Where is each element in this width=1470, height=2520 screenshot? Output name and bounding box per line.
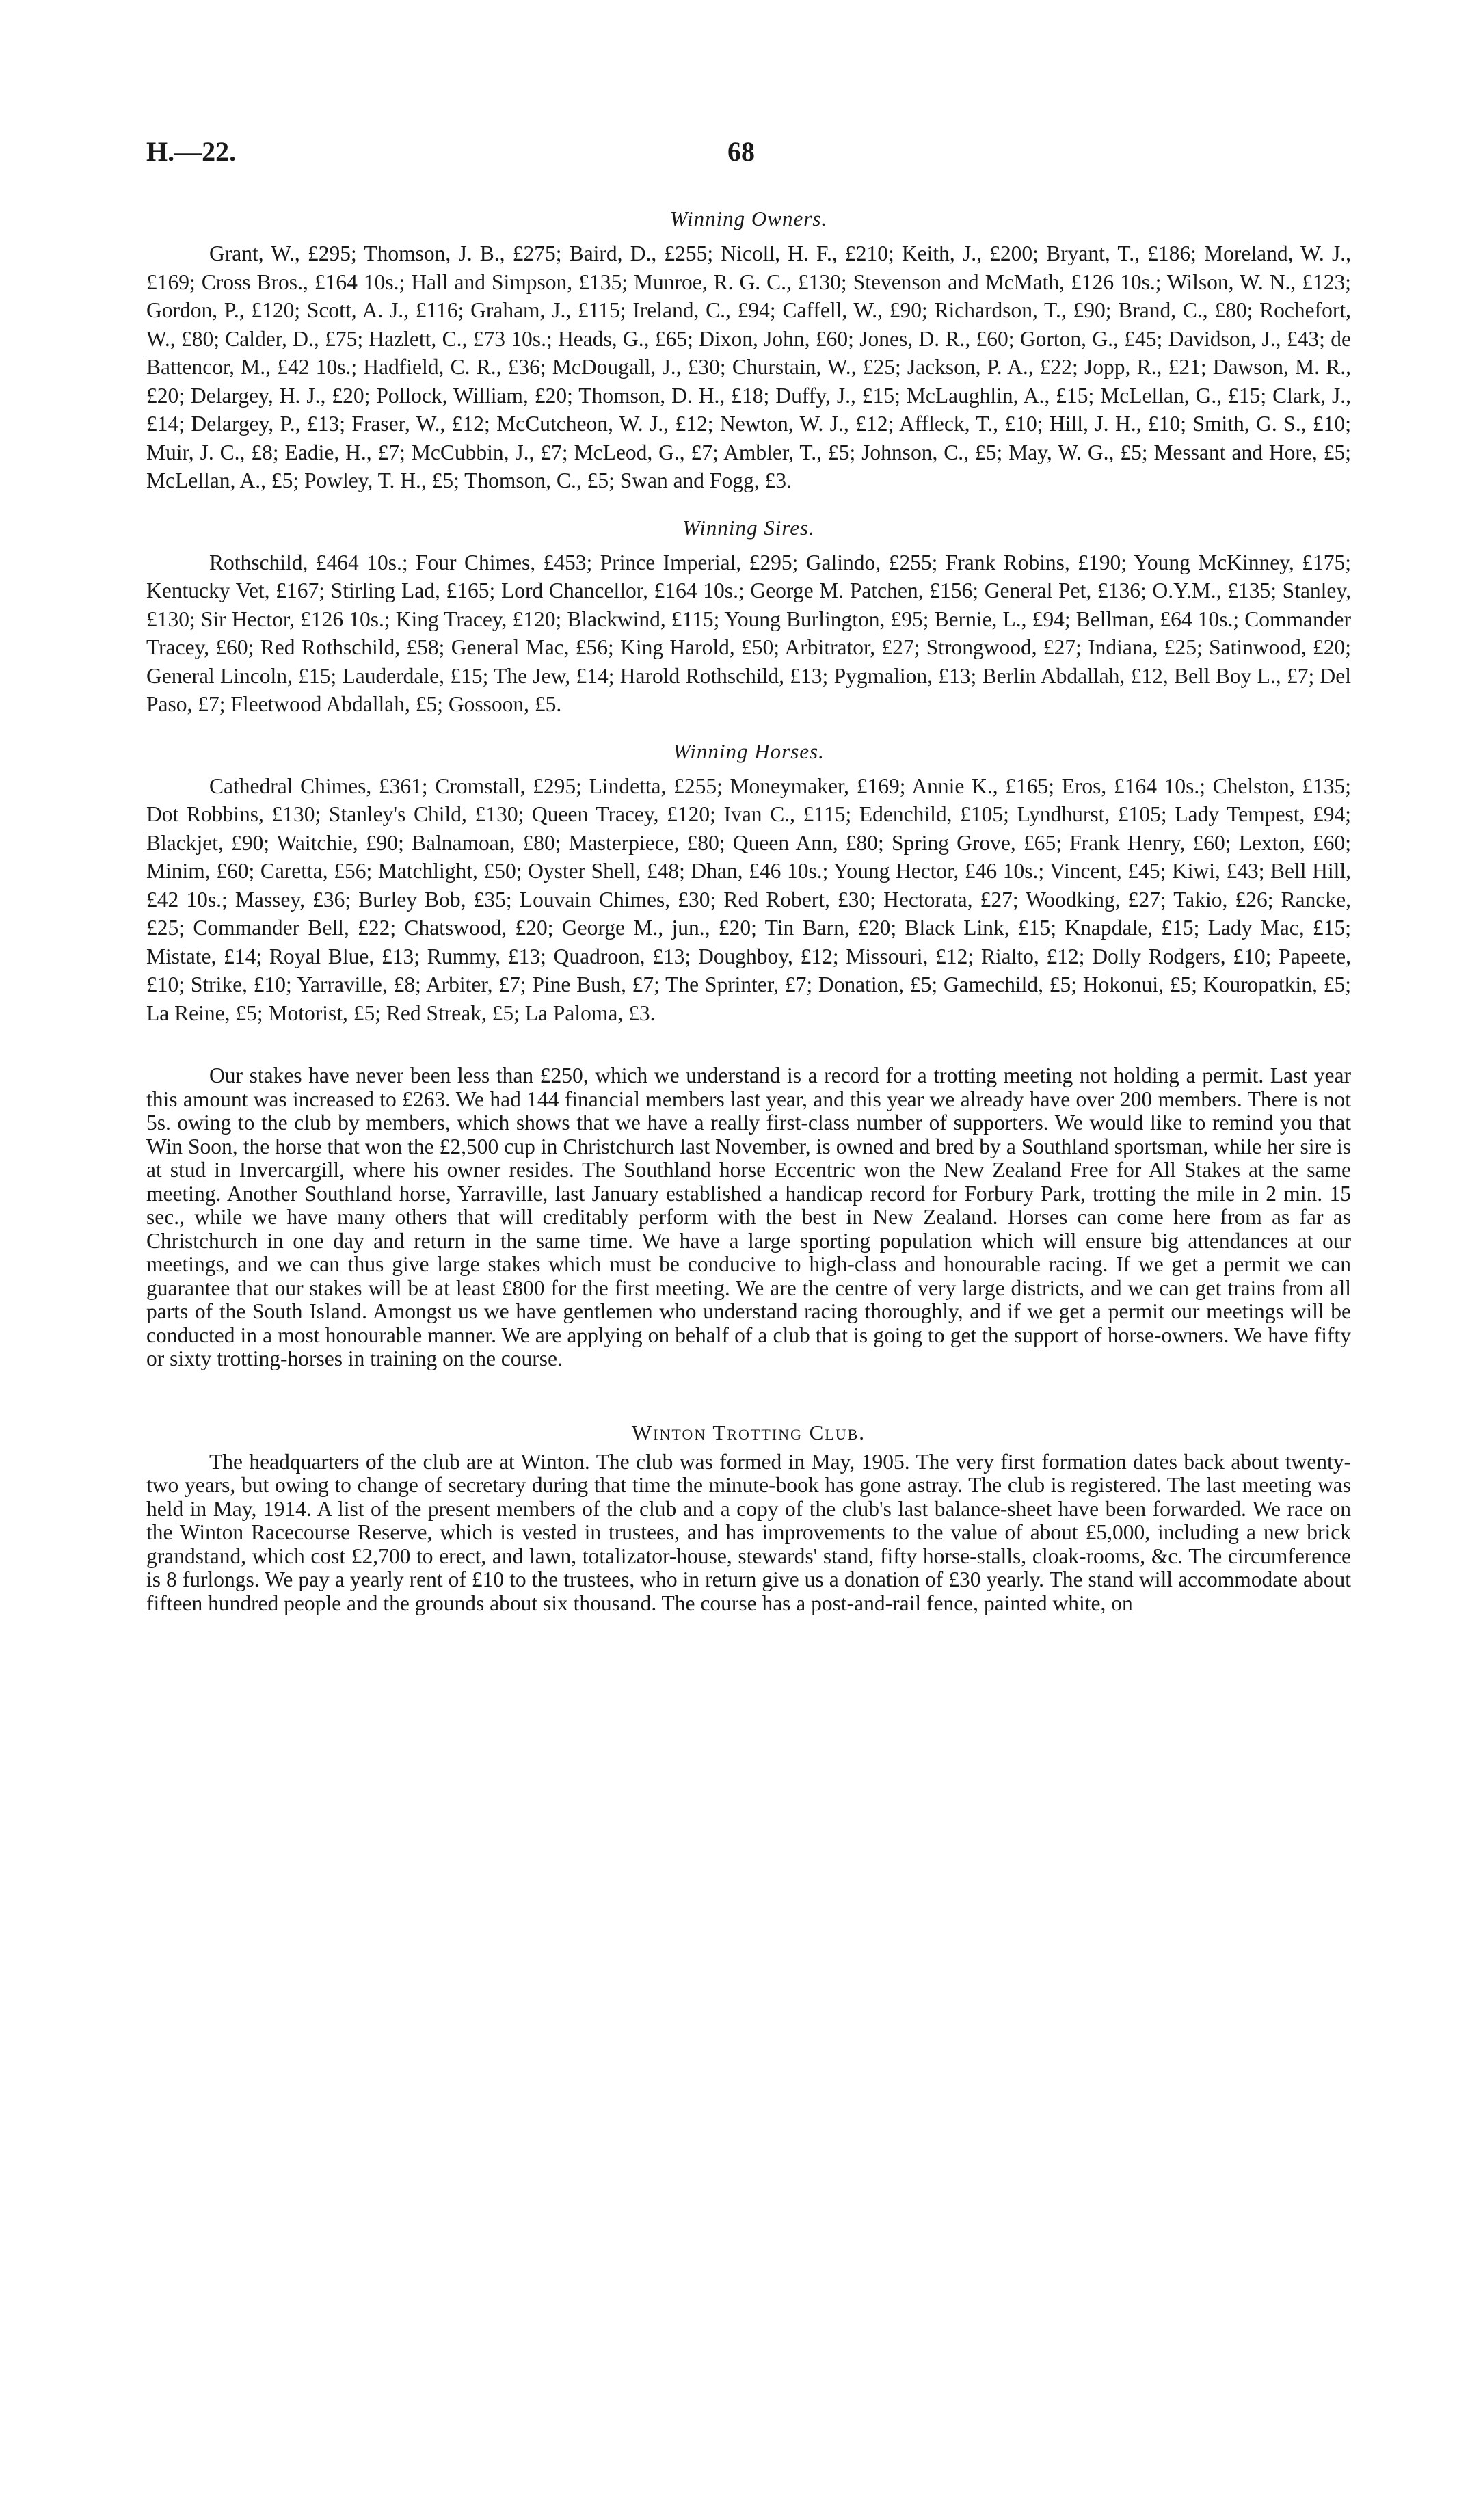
- winning-owners-section: [146, 205, 1351, 495]
- winning-owners-heading: Winning Owners.: [669, 207, 828, 230]
- winning-owners-list: Grant, W., £295; Thomson, J. B., £275; Baird, D., £255; Nicoll, H. F., £210; Keith, J., £200; Bryant, T., £186; Moreland, W. J., £169; Cross Bros., £164 10s.; Hall and Simpson, £135; Munroe, R. G. C., £130; Stevenson and McMath, £126 10s.; Wilson, W. N., £123; Gordon, P., £120; Scott, A. J., £116; Graham, J., £115; Ireland, C., £94; Caffell, W., £90; Richardson, T., £90; Brand, C., £80; Rochefort, W., £80; Calder, D., £75; Hazlett, C., £73 10s.; Heads, G., £65; Dixon, John, £60; Jones, D. R., £60; Gorton, G., £45; Davidson, J., £43; de Battencor, M., £42 10s.; Hadfield, C. R., £36; McDougall, J., £30; Churstain, W., £25; Jackson, P. A., £22; Jopp, R., £21; Dawson, M. R., £20; Delargey, H. J., £20; Pollock, William, £20; Thomson, D. H., £18; Duffy, J., £15; McLaughlin, A., £15; McLellan, G., £15; Clark, J., £14; Delargey, P., £13; Fraser, W., £12; McCutcheon, W. J., £12; Newton, W. J., £12; Affleck, T., £10; Hill, J. H., £10; Smith, G. S., £10; Muir, J. C., £8; Eadie, H., £7; McCubbin, J., £7; McLeod, G., £7; Ambler, T., £5; Johnson, C., £5; May, W. G., £5; Messant and Hore, £5; McLellan, A., £5; Powley, T. H., £5; Thomson, C., £5; Swan and Fogg, £3.: [146, 241, 1351, 492]
- section-spacer: [146, 1046, 1351, 1064]
- winton-club-heading: Winton Trotting Club.: [631, 1420, 866, 1444]
- winton-club-paragraph: The headquarters of the club are at Winton. The club was formed in May, 1905. The very first formation dates back about twenty-two years, but owing to change of secretary during that time the minute-book has gone astray. The club is registered. The last meeting was held in May, 1914. A list of the present members of the club and a copy of the club's last balance-sheet have been forwarded. We race on the Winton Racecourse Reserve, which is vested in trustees, and has improvements to the value of about £5,000, including a new brick grandstand, which cost £2,700 to erect, and lawn, totalizator-house, stewards' stand, fifty horse-stalls, cloak-rooms, &c. The circumference is 8 furlongs. We pay a yearly rent of £10 to the trustees, who in return give us a donation of £30 yearly. The stand will accommodate about fifteen hundred people and the grounds about six thousand. The course has a post-and-rail fence, painted white, on: [146, 1449, 1351, 1615]
- page-number: 68: [727, 136, 755, 167]
- winning-sires-section: [146, 514, 1351, 719]
- report-code: H.—22.: [146, 136, 237, 167]
- winning-horses-section: [146, 738, 1351, 1028]
- page-body: [146, 205, 1351, 1615]
- winning-horses-list: Cathedral Chimes, £361; Cromstall, £295; Lindetta, £255; Moneymaker, £169; Annie K., £165; Eros, £164 10s.; Chelston, £135; Dot Robbins, £130; Stanley's Child, £130; Queen Tracey, £120; Ivan C., £115; Edenchild, £105; Lyndhurst, £105; Lady Tempest, £94; Blackjet, £90; Waitchie, £90; Balnamoan, £80; Masterpiece, £80; Queen Ann, £80; Spring Grove, £65; Frank Henry, £60; Lexton, £60; Minim, £60; Caretta, £56; Matchlight, £50; Oyster Shell, £48; Dhan, £46 10s.; Young Hector, £46 10s.; Vincent, £45; Kiwi, £43; Bell Hill, £42 10s.; Massey, £36; Burley Bob, £35; Louvain Chimes, £30; Red Robert, £30; Hectorata, £27; Woodking, £27; Takio, £26; Rancke, £25; Commander Bell, £22; Chatswood, £20; George M., jun., £20; Tin Barn, £20; Black Link, £15; Knapdale, £15; Lady Mac, £15; Mistate, £14; Royal Blue, £13; Rummy, £13; Quadroon, £13; Doughboy, £12; Missouri, £12; Rialto, £12; Dolly Rodgers, £10; Papeete, £10; Strike, £10; Yarraville, £8; Arbiter, £7; Pine Bush, £7; The Sprinter, £7; Donation, £5; Gamechild, £5; Hokonui, £5; Kouropatkin, £5; La Reine, £5; Motorist, £5; Red Streak, £5; La Paloma, £3.: [146, 773, 1351, 1025]
- stakes-paragraph: Our stakes have never been less than £250, which we understand is a record for a trotting meeting not holding a permit. Last year this amount was increased to £263. We had 144 financial members last year, and this year we already have over 200 members. There is not 5s. owing to the club by members, which shows that we have a really first-class number of supporters. We would like to remind you that Win Soon, the horse that won the £2,500 cup in Christchurch last November, is owned and bred by a Southland sportsman, while her sire is at stud in Invercargill, where his owner resides. The Southland horse Eccentric won the New Zealand Free for All Stakes at the same meeting. Another Southland horse, Yarraville, last January established a handicap record for Forbury Park, trotting the mile in 2 min. 15 sec., while we have many others that will creditably perform with the best in New Zealand. Horses can come here from as far as Christchurch in one day and return in the same time. We have a large sporting population which will ensure big attendances at our meetings, and we can thus give large stakes which must be conducive to high-class and honourable racing. If we get a permit we can guarantee that our stakes will be at least £800 for the first meeting. We are the centre of very large districts, and we can get trains from all parts of the South Island. Amongst us we have gentlemen who understand racing thoroughly, and if we get a permit our meetings will be conducted in a most honourable manner. We are applying on behalf of a club that is going to get the support of horse-owners. We have fifty or sixty trotting-horses in training on the course.: [146, 1063, 1351, 1370]
- winning-sires-heading: Winning Sires.: [682, 515, 815, 540]
- page-header: [146, 135, 1350, 176]
- winton-club-section: [146, 1419, 1351, 1616]
- winning-sires-list: Rothschild, £464 10s.; Four Chimes, £453; Prince Imperial, £295; Galindo, £255; Frank Robins, £190; Young McKinney, £175; Kentucky Vet, £167; Stirling Lad, £165; Lord Chancellor, £164 10s.; George M. Patchen, £156; General Pet, £136; O.Y.M., £135; Stanley, £130; Sir Hector, £126 10s.; King Tracey, £120; Blackwind, £115; Young Burlington, £95; Bernie, L., £94; Bellman, £64 10s.; Commander Tracey, £60; Red Rothschild, £58; General Mac, £56; King Harold, £50; Arbitrator, £27; Strongwood, £27; Indiana, £25; Satinwood, £20; General Lincoln, £15; Lauderdale, £15; The Jew, £14; Harold Rothschild, £13; Pygmalion, £13; Berlin Abdallah, £12, Bell Boy L., £7; Del Paso, £7; Fleetwood Abdallah, £5; Gossoon, £5.: [146, 550, 1351, 716]
- winning-horses-heading: Winning Horses.: [673, 739, 825, 763]
